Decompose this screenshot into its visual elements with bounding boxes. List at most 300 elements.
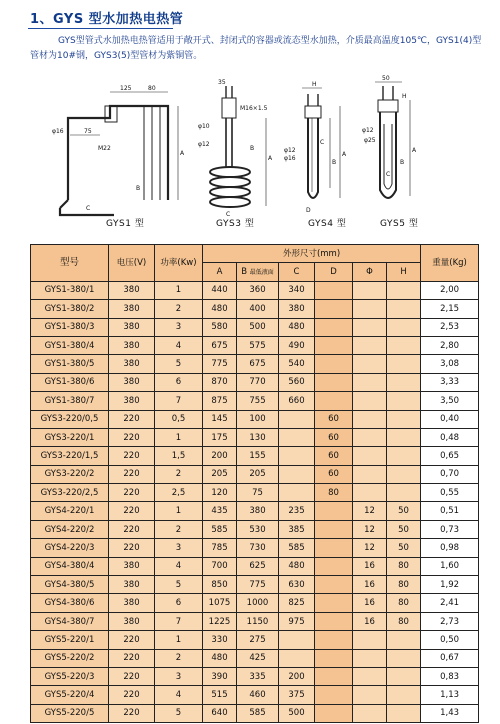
gys5-dim-phi25: φ25 (364, 137, 376, 144)
cell-power: 2 (155, 300, 203, 318)
cell-weight: 2,15 (421, 300, 479, 318)
gys5-dim-50: 50 (382, 75, 390, 82)
cell-model: GYS4-220/1 (31, 502, 109, 520)
cell-weight: 3,33 (421, 373, 479, 391)
gys4-drawing (284, 81, 347, 214)
cell-phi (353, 704, 387, 722)
cell-phi (353, 300, 387, 318)
cell-weight: 2,53 (421, 318, 479, 336)
figures-area (50, 75, 490, 240)
cell-voltage: 220 (109, 428, 155, 446)
cell-b: 335 (237, 667, 279, 685)
cell-power: 7 (155, 612, 203, 630)
gys1-dim-c: C (86, 205, 91, 212)
cell-model: GYS3-220/0,5 (31, 410, 109, 428)
cell-d (315, 355, 353, 373)
cell-power: 0,5 (155, 410, 203, 428)
cell-phi: 16 (353, 557, 387, 575)
cell-a: 775 (203, 355, 237, 373)
cell-voltage: 220 (109, 447, 155, 465)
cell-b: 755 (237, 392, 279, 410)
cell-h: 80 (387, 557, 421, 575)
header-voltage: 电压(V) (109, 245, 155, 282)
cell-model: GYS4-380/6 (31, 594, 109, 612)
table-body (31, 281, 479, 722)
cell-b: 730 (237, 539, 279, 557)
cell-a: 1225 (203, 612, 237, 630)
cell-weight: 0,40 (421, 410, 479, 428)
cell-model: GYS4-380/7 (31, 612, 109, 630)
cell-d (315, 502, 353, 520)
cell-model: GYS5-220/3 (31, 667, 109, 685)
cell-weight: 0,50 (421, 631, 479, 649)
cell-a: 480 (203, 649, 237, 667)
gys4-dim-phi16: φ16 (284, 155, 296, 162)
table-row (31, 594, 479, 612)
header-b (237, 263, 279, 281)
cell-a: 640 (203, 704, 237, 722)
cell-b: 130 (237, 428, 279, 446)
cell-voltage: 380 (109, 612, 155, 630)
gys3-dim-c: C (226, 211, 231, 218)
cell-h (387, 631, 421, 649)
cell-a: 700 (203, 557, 237, 575)
cell-c: 490 (279, 336, 315, 354)
cell-phi (353, 465, 387, 483)
gys3-dim-phi10: φ10 (198, 123, 210, 130)
cell-c (279, 428, 315, 446)
cell-b: 360 (237, 281, 279, 299)
cell-power: 4 (155, 336, 203, 354)
cell-voltage: 380 (109, 318, 155, 336)
cell-model: GYS1-380/3 (31, 318, 109, 336)
table-row (31, 300, 479, 318)
cell-b: 400 (237, 300, 279, 318)
cell-a: 205 (203, 465, 237, 483)
cell-weight: 0,83 (421, 667, 479, 685)
header-a: A (203, 263, 237, 281)
cell-c: 560 (279, 373, 315, 391)
cell-phi (353, 318, 387, 336)
cell-voltage: 380 (109, 557, 155, 575)
gys5-dim-b: B (400, 159, 405, 166)
cell-h (387, 686, 421, 704)
table-row (31, 649, 479, 667)
cell-model: GYS1-380/6 (31, 373, 109, 391)
cell-weight: 2,73 (421, 612, 479, 630)
table-row (31, 686, 479, 704)
header-dimensions: 外形尺寸(mm) (203, 245, 421, 263)
cell-power: 1 (155, 281, 203, 299)
cell-b: 625 (237, 557, 279, 575)
cell-d (315, 649, 353, 667)
cell-h: 80 (387, 576, 421, 594)
cell-voltage: 220 (109, 465, 155, 483)
cell-voltage: 220 (109, 502, 155, 520)
gys4-dim-a: A (342, 151, 347, 158)
cell-model: GYS5-220/4 (31, 686, 109, 704)
table-row (31, 465, 479, 483)
cell-a: 850 (203, 576, 237, 594)
cell-c: 660 (279, 392, 315, 410)
cell-h (387, 281, 421, 299)
cell-h (387, 410, 421, 428)
cell-b: 100 (237, 410, 279, 428)
gys3-dim-m16: M16×1.5 (240, 105, 268, 112)
cell-d (315, 631, 353, 649)
cell-weight: 2,00 (421, 281, 479, 299)
cell-d: 60 (315, 410, 353, 428)
cell-a: 435 (203, 502, 237, 520)
table-row (31, 520, 479, 538)
gys3-drawing (198, 79, 273, 218)
gys1-dim-b: B (136, 185, 141, 192)
cell-h (387, 447, 421, 465)
cell-phi (353, 392, 387, 410)
cell-a: 515 (203, 686, 237, 704)
cell-h (387, 484, 421, 502)
cell-h (387, 704, 421, 722)
cell-d (315, 594, 353, 612)
cell-phi (353, 686, 387, 704)
cell-phi (353, 373, 387, 391)
cell-power: 2 (155, 520, 203, 538)
gys3-dim-a: A (268, 155, 273, 162)
cell-d (315, 318, 353, 336)
cell-weight: 0,70 (421, 465, 479, 483)
table-row (31, 576, 479, 594)
cell-weight: 3,08 (421, 355, 479, 373)
cell-weight: 1,43 (421, 704, 479, 722)
cell-c: 235 (279, 502, 315, 520)
cell-power: 3 (155, 539, 203, 557)
cell-voltage: 220 (109, 667, 155, 685)
gys1-dim-a: A (180, 150, 185, 157)
gys5-dim-phi12: φ12 (362, 127, 374, 134)
cell-power: 2 (155, 649, 203, 667)
gys1-drawing (52, 85, 185, 215)
gys1-dim-125: 125 (120, 85, 132, 92)
gys4-dim-d: D (306, 207, 311, 214)
cell-d (315, 612, 353, 630)
page-title: 1、GYS 型水加热电热管 (30, 12, 184, 27)
table-row (31, 667, 479, 685)
cell-a: 1075 (203, 594, 237, 612)
cell-c: 975 (279, 612, 315, 630)
cell-model: GYS3-220/2 (31, 465, 109, 483)
cell-c: 500 (279, 704, 315, 722)
cell-phi: 12 (353, 539, 387, 557)
cell-model: GYS1-380/7 (31, 392, 109, 410)
table-row (31, 373, 479, 391)
cell-h (387, 428, 421, 446)
cell-model: GYS1-380/1 (31, 281, 109, 299)
cell-d (315, 520, 353, 538)
cell-c (279, 631, 315, 649)
gys3-dim-35: 35 (218, 79, 226, 86)
cell-voltage: 380 (109, 300, 155, 318)
cell-c: 380 (279, 300, 315, 318)
table-row (31, 392, 479, 410)
cell-weight: 1,13 (421, 686, 479, 704)
cell-c: 385 (279, 520, 315, 538)
cell-model: GYS5-220/2 (31, 649, 109, 667)
cell-voltage: 220 (109, 539, 155, 557)
table-row (31, 281, 479, 299)
cell-a: 175 (203, 428, 237, 446)
cell-voltage: 220 (109, 410, 155, 428)
cell-d (315, 392, 353, 410)
cell-power: 1 (155, 502, 203, 520)
cell-b: 380 (237, 502, 279, 520)
gys5-dim-c: C (386, 171, 391, 178)
cell-phi: 12 (353, 520, 387, 538)
cell-power: 1 (155, 631, 203, 649)
header-h: H (387, 263, 421, 281)
spec-table (30, 244, 479, 723)
cell-phi (353, 447, 387, 465)
cell-model: GYS4-380/4 (31, 557, 109, 575)
cell-model: GYS1-380/2 (31, 300, 109, 318)
cell-b: 575 (237, 336, 279, 354)
cell-b: 425 (237, 649, 279, 667)
cell-b: 275 (237, 631, 279, 649)
cell-model: GYS1-380/4 (31, 336, 109, 354)
gys4-dim-b: B (332, 159, 337, 166)
cell-phi: 16 (353, 594, 387, 612)
cell-power: 3 (155, 667, 203, 685)
cell-model: GYS4-380/5 (31, 576, 109, 594)
cell-power: 2,5 (155, 484, 203, 502)
cell-b: 500 (237, 318, 279, 336)
gys5-dim-h: H (402, 93, 407, 100)
cell-model: GYS1-380/5 (31, 355, 109, 373)
table-row (31, 318, 479, 336)
cell-d (315, 686, 353, 704)
cell-weight: 0,65 (421, 447, 479, 465)
header-b-note: 最低液面 (249, 268, 274, 276)
cell-model: GYS3-220/1,5 (31, 447, 109, 465)
title-underline (28, 28, 173, 29)
cell-a: 580 (203, 318, 237, 336)
cell-model: GYS4-220/3 (31, 539, 109, 557)
cell-h (387, 355, 421, 373)
cell-c: 200 (279, 667, 315, 685)
cell-phi: 16 (353, 612, 387, 630)
cell-a: 870 (203, 373, 237, 391)
cell-a: 145 (203, 410, 237, 428)
cell-d (315, 667, 353, 685)
table-row (31, 612, 479, 630)
cell-a: 120 (203, 484, 237, 502)
cell-b: 775 (237, 576, 279, 594)
cell-b: 205 (237, 465, 279, 483)
cell-phi (353, 649, 387, 667)
cell-h (387, 318, 421, 336)
gys1-label: GYS1 型 (106, 219, 145, 229)
cell-power: 4 (155, 686, 203, 704)
cell-b: 155 (237, 447, 279, 465)
table-row (31, 447, 479, 465)
cell-weight: 2,80 (421, 336, 479, 354)
cell-voltage: 220 (109, 484, 155, 502)
table-row (31, 484, 479, 502)
cell-phi (353, 667, 387, 685)
cell-phi (353, 410, 387, 428)
cell-c: 375 (279, 686, 315, 704)
cell-voltage: 380 (109, 594, 155, 612)
cell-phi: 16 (353, 576, 387, 594)
cell-a: 200 (203, 447, 237, 465)
cell-d (315, 300, 353, 318)
cell-b: 1150 (237, 612, 279, 630)
cell-b: 1000 (237, 594, 279, 612)
cell-h (387, 649, 421, 667)
cell-d (315, 281, 353, 299)
gys4-dim-h: H (312, 81, 317, 88)
cell-phi (353, 631, 387, 649)
cell-h (387, 392, 421, 410)
cell-a: 585 (203, 520, 237, 538)
cell-weight: 3,50 (421, 392, 479, 410)
cell-h: 50 (387, 539, 421, 557)
cell-voltage: 380 (109, 392, 155, 410)
cell-c (279, 484, 315, 502)
cell-power: 5 (155, 355, 203, 373)
cell-d (315, 373, 353, 391)
table-row (31, 631, 479, 649)
cell-b: 675 (237, 355, 279, 373)
cell-power: 4 (155, 557, 203, 575)
cell-power: 7 (155, 392, 203, 410)
cell-weight: 0,48 (421, 428, 479, 446)
cell-model: GYS3-220/1 (31, 428, 109, 446)
table-row (31, 336, 479, 354)
cell-b: 585 (237, 704, 279, 722)
cell-c: 480 (279, 557, 315, 575)
gys4-label: GYS4 型 (308, 219, 347, 229)
cell-c (279, 410, 315, 428)
cell-c (279, 447, 315, 465)
cell-c: 340 (279, 281, 315, 299)
cell-power: 3 (155, 318, 203, 336)
cell-c (279, 649, 315, 667)
table-row (31, 428, 479, 446)
table-row (31, 704, 479, 722)
cell-model: GYS5-220/1 (31, 631, 109, 649)
cell-weight: 0,98 (421, 539, 479, 557)
header-d: D (315, 263, 353, 281)
table-row (31, 355, 479, 373)
cell-weight: 0,55 (421, 484, 479, 502)
cell-c (279, 465, 315, 483)
gys1-dim-m22: M22 (98, 145, 111, 152)
cell-voltage: 380 (109, 281, 155, 299)
cell-h (387, 336, 421, 354)
cell-h: 80 (387, 612, 421, 630)
cell-power: 1 (155, 428, 203, 446)
cell-model: GYS5-220/5 (31, 704, 109, 722)
cell-d (315, 576, 353, 594)
cell-power: 2 (155, 465, 203, 483)
cell-power: 6 (155, 373, 203, 391)
cell-b: 75 (237, 484, 279, 502)
cell-voltage: 220 (109, 649, 155, 667)
cell-phi: 12 (353, 502, 387, 520)
cell-power: 5 (155, 704, 203, 722)
cell-a: 440 (203, 281, 237, 299)
cell-h (387, 465, 421, 483)
header-power: 功率(Kw) (155, 245, 203, 282)
cell-c: 585 (279, 539, 315, 557)
header-weight: 重量(Kg) (421, 245, 479, 282)
table-row (31, 410, 479, 428)
table-row (31, 502, 479, 520)
cell-voltage: 380 (109, 355, 155, 373)
cell-voltage: 220 (109, 686, 155, 704)
cell-h: 50 (387, 502, 421, 520)
cell-d: 60 (315, 447, 353, 465)
cell-d: 80 (315, 484, 353, 502)
cell-model: GYS4-220/2 (31, 520, 109, 538)
cell-d: 60 (315, 465, 353, 483)
cell-d (315, 539, 353, 557)
gys4-dim-c: C (320, 139, 325, 146)
cell-c: 540 (279, 355, 315, 373)
cell-voltage: 380 (109, 373, 155, 391)
cell-a: 330 (203, 631, 237, 649)
cell-model: GYS3-220/2,5 (31, 484, 109, 502)
table-row (31, 557, 479, 575)
cell-weight: 0,51 (421, 502, 479, 520)
cell-weight: 2,41 (421, 594, 479, 612)
cell-weight: 0,73 (421, 520, 479, 538)
cell-weight: 1,92 (421, 576, 479, 594)
cell-voltage: 220 (109, 631, 155, 649)
gys4-dim-phi12: φ12 (284, 147, 296, 154)
cell-phi (353, 484, 387, 502)
table-row (31, 539, 479, 557)
gys5-label: GYS5 型 (380, 219, 419, 229)
gys5-drawing (362, 75, 417, 198)
cell-voltage: 220 (109, 704, 155, 722)
cell-d (315, 336, 353, 354)
gys3-dim-phi12: φ12 (198, 141, 210, 148)
cell-c: 825 (279, 594, 315, 612)
cell-weight: 1,60 (421, 557, 479, 575)
header-b-letter: B (241, 266, 248, 277)
gys1-dim-75: 75 (84, 128, 92, 135)
cell-h: 50 (387, 520, 421, 538)
cell-c: 480 (279, 318, 315, 336)
cell-power: 1,5 (155, 447, 203, 465)
cell-voltage: 380 (109, 336, 155, 354)
cell-weight: 0,67 (421, 649, 479, 667)
cell-h: 80 (387, 594, 421, 612)
gys3-label: GYS3 型 (216, 219, 255, 229)
cell-b: 530 (237, 520, 279, 538)
cell-d: 60 (315, 428, 353, 446)
cell-phi (353, 428, 387, 446)
header-model: 型号 (31, 245, 109, 282)
cell-a: 675 (203, 336, 237, 354)
gys3-dim-b: B (250, 145, 255, 152)
header-phi: Φ (353, 263, 387, 281)
gys1-dim-80: 80 (148, 85, 156, 92)
cell-h (387, 373, 421, 391)
cell-phi (353, 355, 387, 373)
header-c: C (279, 263, 315, 281)
